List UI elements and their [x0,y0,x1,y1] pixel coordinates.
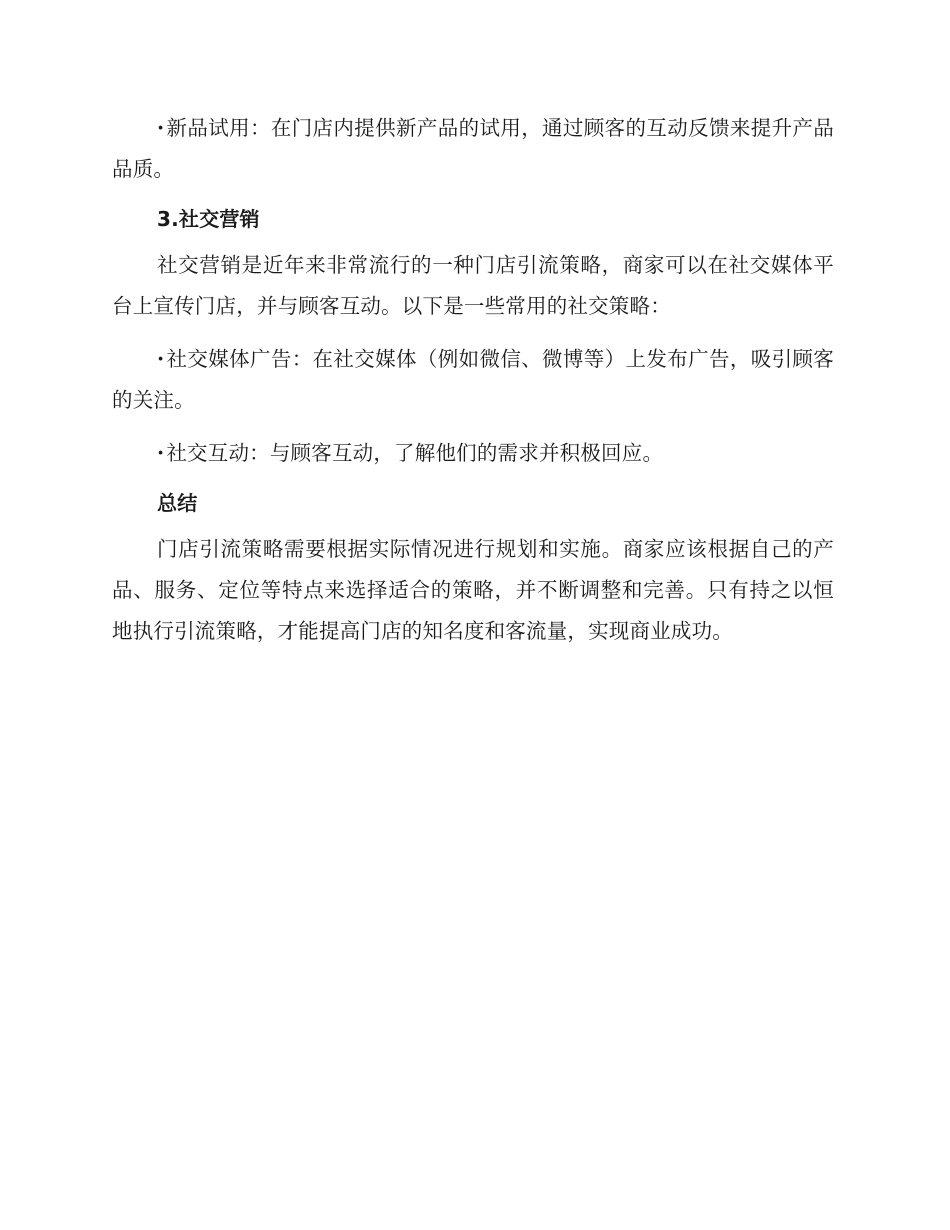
bullet-marker: · [157,347,165,371]
section-heading-social-marketing: 3.社交营销 [157,207,260,231]
bullet-social-media-ads [112,339,834,421]
bullet-social-interaction [112,433,834,474]
section-heading-summary: 总结 [157,491,198,515]
bullet-new-product-text: 新品试用：在门店内提供新产品的试用，通过顾客的互动反馈来提升产品品质。 [112,116,834,181]
bullet-social-media-ads-text: 社交媒体广告：在社交媒体（例如微信、微博等）上发布广告，吸引顾客的关注。 [112,347,834,412]
bullet-marker: · [157,441,165,465]
bullet-social-interaction-text: 社交互动：与顾客互动，了解他们的需求并积极回应。 [166,441,664,465]
bullet-marker: · [157,116,165,140]
document-body [112,108,834,664]
summary-paragraph: 门店引流策略需要根据实际情况进行规划和实施。商家应该根据自己的产品、服务、定位等特点来选择适合的策略，并不断调整和完善。只有持之以恒地执行引流策略，才能提高门店的知名度和客流量，实现商业成功。 [112,537,834,643]
bullet-new-product [112,108,834,190]
social-marketing-intro: 社交营销是近年来非常流行的一种门店引流策略，商家可以在社交媒体平台上宣传门店，并与顾客互动。以下是一些常用的社交策略： [112,253,834,318]
